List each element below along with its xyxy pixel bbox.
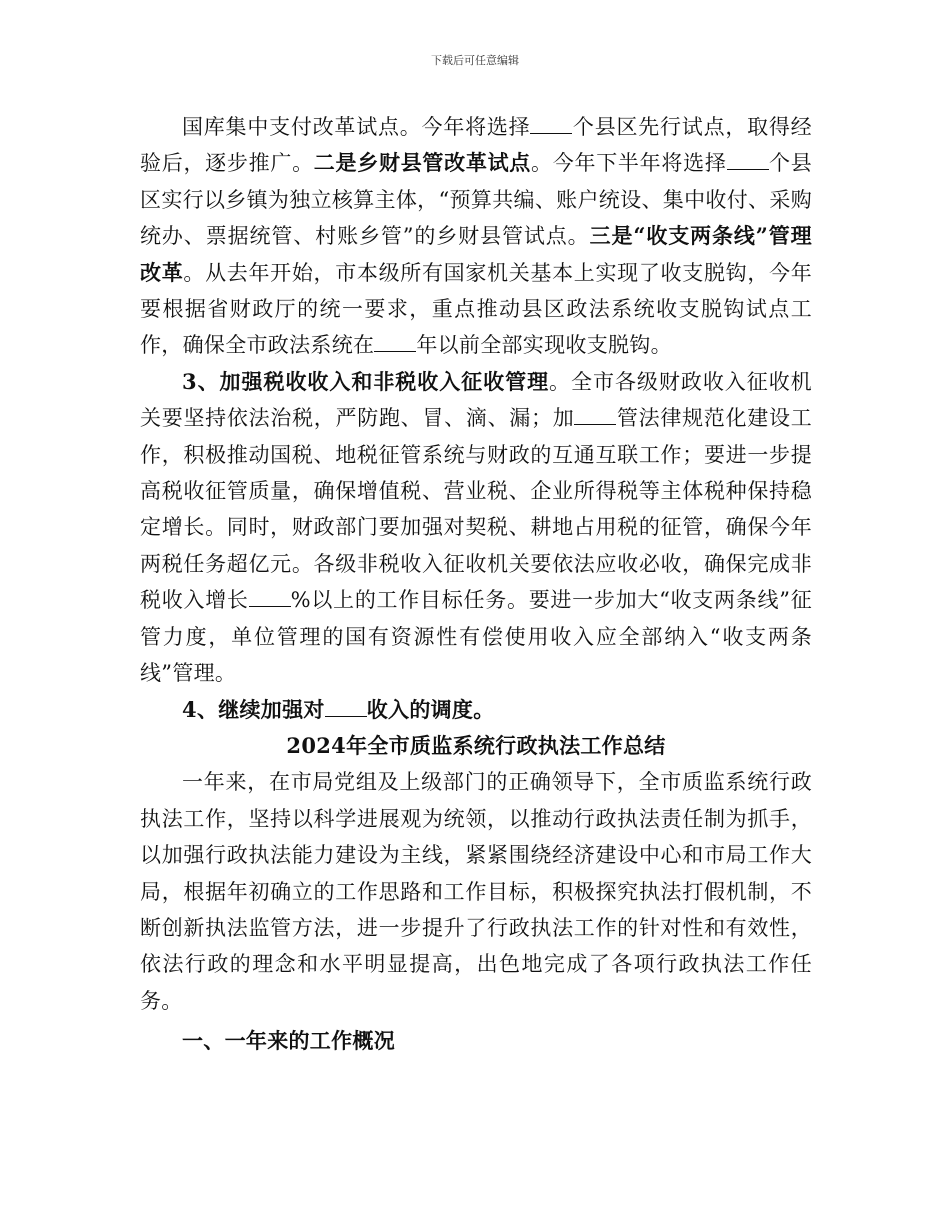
fill-blank xyxy=(727,151,769,171)
fill-blank xyxy=(530,114,572,134)
bold-heading-run: 二是乡财县管改革试点 xyxy=(313,150,532,176)
page-header: 下载后可任意编辑 xyxy=(431,54,519,67)
text-run: 收入的调度。 xyxy=(366,696,495,722)
fill-blank xyxy=(249,587,291,607)
paragraph-tax-collection xyxy=(140,364,812,692)
fill-blank xyxy=(374,333,416,353)
text-run: 个县区实行以乡镇为独立核算主体，“预算共编、账户统设、集中收付、采购统办、票据统管、村账乡管”的乡财县管试点。 xyxy=(140,151,812,249)
document-body xyxy=(140,109,812,1060)
bold-heading-run: 三是“收支两条线”管理改革 xyxy=(140,223,812,285)
paragraph-fiscal-reform xyxy=(140,109,812,364)
section-heading-text: 一、一年来的工作概况 xyxy=(182,1028,395,1054)
text-run: 4、继续加强对 xyxy=(182,696,325,722)
text-run: 管法律规范化建设工作，积极推动国税、地税征管系统与财政的互通互联工作；要进一步提高税收征管质量，确保增值税、营业税、企业所得税等主体税种保持稳定增长。同时，财政部门要加强对契税、耕地占用税的征管，确保今年两税任务超亿元。各级非税收入征收机关要依法应收必收，确保完成非税收入增长 xyxy=(140,406,812,613)
text-run: 年以前全部实现收支脱钩。 xyxy=(416,333,672,358)
section-heading xyxy=(140,1023,812,1059)
text-run: 。从去年开始，市本级所有国家机关基本上实现了收支脱钩，今年要根据省财政厅的统一要求，重点推动县区政法系统收支脱钩试点工作，确保全市政法系统在 xyxy=(140,260,812,358)
document-title: 2024年全市质监系统行政执法工作总结 xyxy=(286,732,666,758)
text-run: 国库集中支付改革试点。今年将选择 xyxy=(182,115,531,139)
text-run: %以上的工作目标任务。要进一步加大“收支两条线”征管力度，单位管理的国有资源性有偿使用收入应全部纳入“收支两条线”管理。 xyxy=(140,588,812,686)
text-run: 个县区先行试点，取得经验后，逐步推广。 xyxy=(140,115,812,176)
fill-blank xyxy=(574,405,616,425)
paragraph-summary: 一年来，在市局党组及上级部门的正确领导下，全市质监系统行政执法工作，坚持以科学进展观为统领，以推动行政执法责任制为抓手，以加强行政执法能力建设为主线，紧紧围绕经济建设中心和市局工作大局，根据年初确立的工作思路和工作目标，积极探究执法打假机制，不断创新执法监管方法，进一步提升了行政执法工作的针对性和有效性，依法行政的理念和水平明显提高，出色地完成了各项行政执法工作任务。 xyxy=(140,770,812,1013)
text-run: 。全市各级财政收入征收机关要坚持依法治税，严防跑、冒、滴、漏；加 xyxy=(140,369,812,431)
fill-blank xyxy=(325,697,367,717)
paragraph-revenue-dispatch xyxy=(140,692,812,728)
text-run: 。今年下半年将选择 xyxy=(531,151,727,176)
bold-heading-run: 3、加强税收收入和非税收入征收管理 xyxy=(182,368,550,394)
